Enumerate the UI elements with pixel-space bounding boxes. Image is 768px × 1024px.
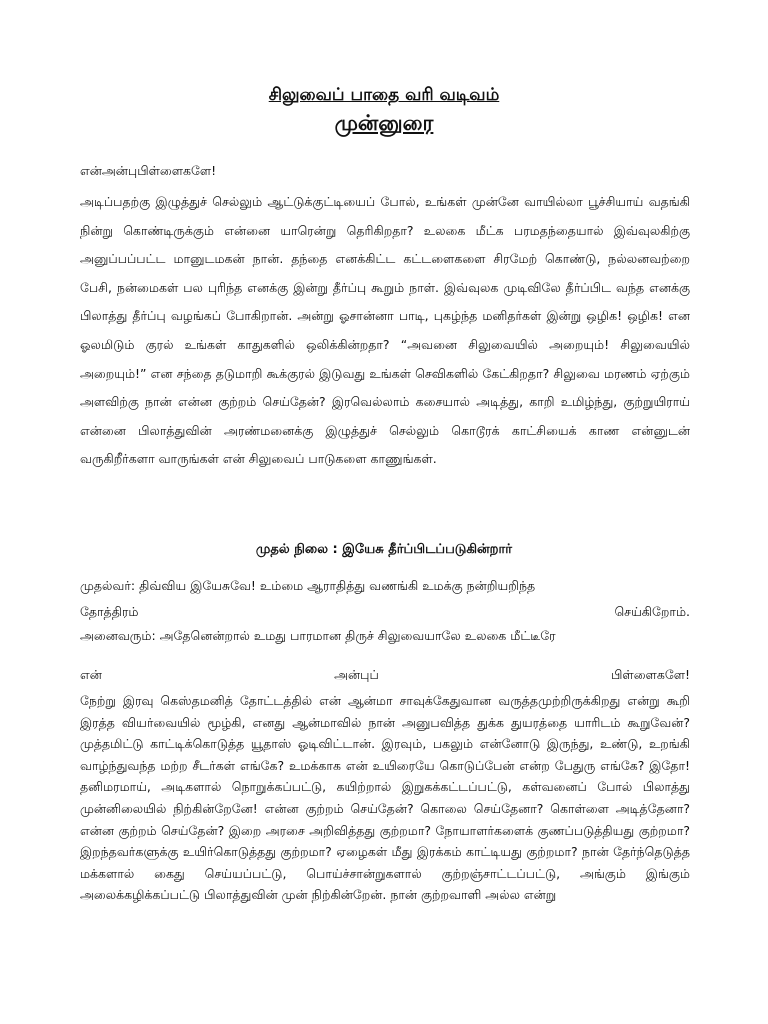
station-paragraph: நேற்று இரவு கெஸ்தமனித் தோட்டத்தில் என் ஆன்மா சாவுக்கேதுவான வருத்தமுற்றிருக்கிறது என்று கூறி இரத்த வியர்வையில் மூழ்கி, எனது ஆன்மாவில் நான் அனுபவித்த துக்க துயரத்தை யாரிடம் கூறுவேன்? முத்தமிட்டு காட்டிக்கொடுத்த யூதாஸ் ஓடிவிட்டான். இரவும், பகலும் என்னோடு இருந்து, உண்டு, உறங்கி வாழ்ந்துவந்த மற்ற சீடர்கள் எங்கே? உமக்காக என் உயிரையே கொடுப்பேன் என்ற பேதுரு எங்கே? இதோ! தனிமரமாய், அடிகளால் நொறுக்கப்பட்டு, கயிற்றால் இறுகக்கட்டப்பட்டு, கள்வனைப் போல் பிலாத்து முன்னிலையில் நிற்கின்றேனே! என்ன குற்றம் செய்தேன்? கொலை செய்தேனா? கொள்ளை அடித்தேனா? என்ன குற்றம் செய்தேன்? இறை அரசை அறிவித்தது குற்றமா? நோயாளர்களைக் குணப்படுத்தியது குற்றமா? இறந்தவர்களுக்கு உயிர்கொடுத்தது குற்றமா? ஏழைகள் மீது இரக்கம் காட்டியது குற்றமா? நான் தேர்ந்தெடுத்த மக்களால் கைது செய்யப்பட்டு, பொய்ச்சான்றுகளால் குற்றஞ்சாட்டப்பட்டு, அங்கும் இங்கும் அலைக்கழிக்கப்பட்டு பிலாத்துவின் முன் நிற்கின்றேன். நான் குற்றவாளி அல்ல என்று (80, 693, 690, 903)
leader-prayer-line: முதல்வர்: திவ்விய இயேசுவே! உம்மை ஆராதித்து வணங்கி உமக்கு நன்றியறிந்த (80, 578, 536, 593)
section-title-preface: முன்னுரை (334, 111, 434, 135)
salutation-word-3: பிள்ளைகளே! (611, 667, 690, 682)
station-heading: முதல் நிலை : இயேசு தீர்ப்பிடப்படுகின்றார் (255, 542, 513, 557)
salutation-word-1: என் (80, 667, 102, 682)
salutation-line (80, 667, 690, 684)
prayer-word-right: செய்கிறோம். (614, 604, 690, 619)
all-prayer-line: அனைவரும்: அதேனென்றால் உமது பாரமான திருச் சிலுவையாலே உலகை மீட்டீரே (80, 628, 556, 643)
salutation-word-2: அன்புப் (334, 667, 379, 682)
preface-paragraph: அடிப்பதற்கு இழுத்துச் செல்லும் ஆட்டுக்குட்டியைப் போல், உங்கள் முன்னே வாயில்லா பூச்சியாய் வதங்கி நின்று கொண்டிருக்கும் என்னை யாரென்று தெரிகிறதா? உலகை மீட்க பரமதந்தையால் இவ்வுலகிற்கு அனுப்பப்பட்ட மானுடமகன் நான். தந்தை எனக்கிட்ட கட்டளைகளை சிரமேற் கொண்டு, நல்லனவற்றை பேசி, நன்மைகள் பல புரிந்த எனக்கு இன்று தீர்ப்பு கூறும் நாள். இவ்வுலக முடிவிலே தீர்ப்பிட வந்த எனக்கு பிலாத்து தீர்ப்பு வழங்கப் போகிறான். அன்று ஓசான்னா பாடி, புகழ்ந்த மனிதர்கள் இன்று ஒழிக! ஒழிக! என ஓலமிடும் குரல் உங்கள் காதுகளில் ஒலிக்கின்றதா? “அவனை சிலுவையில் அறையும்! சிலுவையில் அறையும்!” என சந்தை தடுமாறி கூக்குரல் இடுவது உங்கள் செவிகளில் கேட்கிறதா? சிலுவை மரணம் ஏற்கும் அளவிற்கு நான் என்ன குற்றம் செய்தேன்? இரவெல்லாம் கசையால் அடித்து, காறி உமிழ்ந்து, குற்றுயிராய் என்னை பிலாத்துவின் அரண்மனைக்கு இழுத்துச் செல்லும் கொடூரக் காட்சியைக் காண என்னுடன் வருகிறீர்களா வாருங்கள் என் சிலுவைப் பாடுகளை காணுங்கள். (80, 194, 690, 467)
prayer-word-left: தோத்திரம் (80, 604, 139, 619)
greeting: என்அன்புபிள்ளைகளே! (80, 163, 217, 178)
leader-prayer-continuation (80, 604, 690, 621)
document-title: சிலுவைப் பாதை வரி வடிவம் (268, 85, 500, 105)
